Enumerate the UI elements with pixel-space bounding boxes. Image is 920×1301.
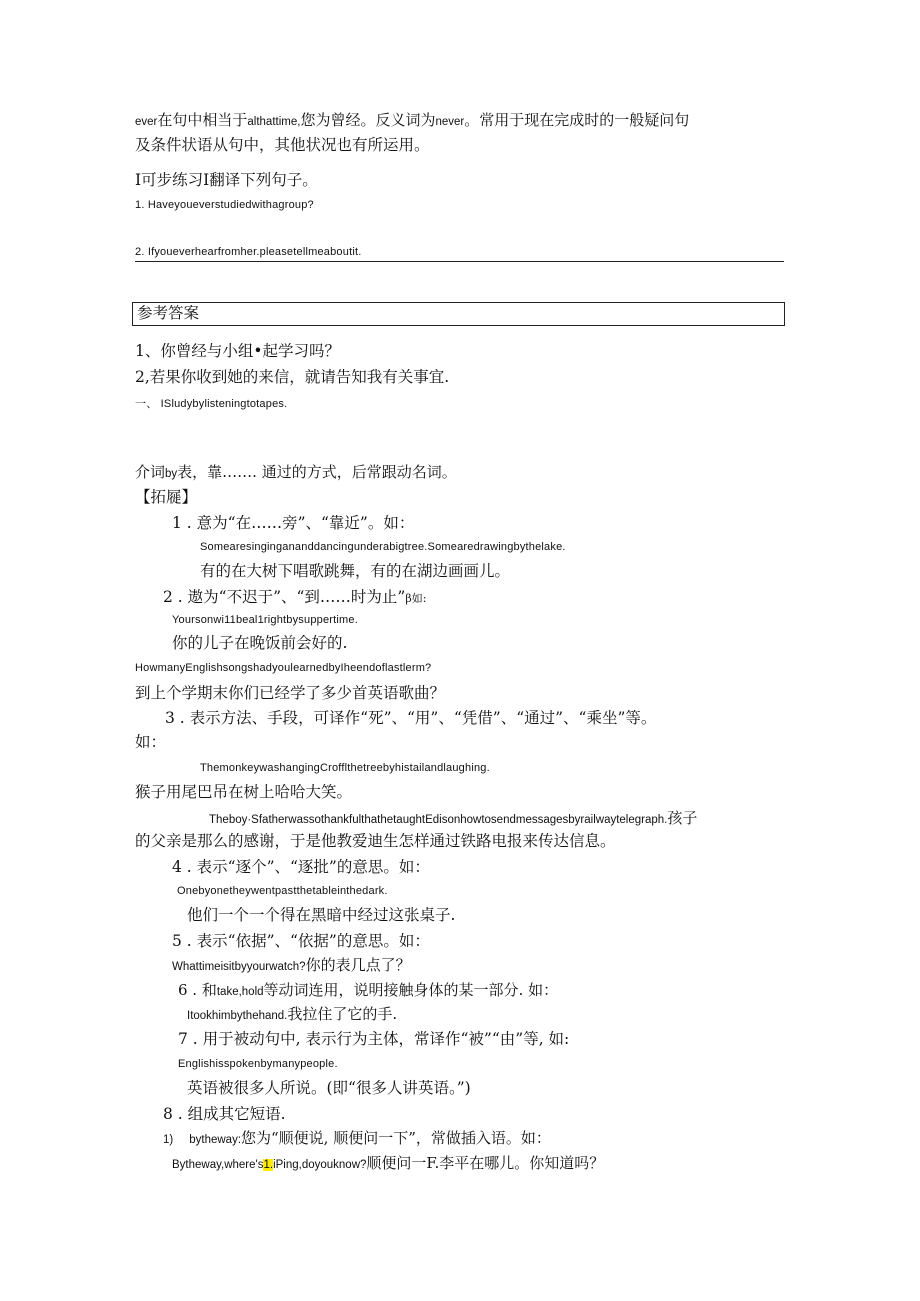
- sense-7-example-zh: 英语被很多人所说。(即“很多人讲英语。”): [187, 1079, 471, 1097]
- sense-3-ru: 如：: [135, 733, 167, 751]
- answer-2: 2,若果你收到她的来信，就请告知我有关事宜.: [135, 368, 450, 386]
- by-definition: [135, 465, 457, 481]
- exercise-q2: 2. Ifyoueverhearfromher.pleasetellmeaboutit.: [135, 246, 362, 258]
- sense-2-text: 2 . 遨为“不迟于”、“到……时为止”: [163, 588, 406, 606]
- sense-2-example-zh-2: 到上个学期末你们已经学了多少首英语歌曲？: [135, 684, 446, 702]
- sense-8-example-en-a: Bytheway,where's: [172, 1159, 264, 1171]
- sense-8-example-en-b: iPing,doyouknow?: [273, 1159, 367, 1171]
- sense-3-example-2: [209, 811, 697, 827]
- sense-8: 8 . 组成其它短语.: [163, 1105, 286, 1123]
- answer-box-label: 参考答案: [137, 304, 200, 322]
- sense-8-phrase-1: [163, 1131, 551, 1147]
- exercise-q1: 1. Haveyoueverstudiedwithagroup?: [135, 199, 314, 211]
- sense-6-example-en: Itookhimbythehand.: [187, 1010, 288, 1022]
- sense-6-post: 等动词连用，说明接触身体的某一部分. 如：: [263, 981, 559, 999]
- sense-2-example-zh: 你的儿子在晚饭前会好的.: [172, 634, 348, 652]
- sense-3-example-zh: 猴子用尾巴吊在树上哈哈大笑。: [135, 783, 353, 801]
- sense-8-phrase-1-num: 1): [163, 1134, 174, 1146]
- sense-6-example-zh: 我拉住了它的手.: [287, 1005, 398, 1023]
- sense-1: 1 . 意为“在……旁”、“靠近”。如：: [172, 514, 415, 532]
- sense-2: [163, 590, 426, 606]
- sense-7: 7 . 用于被动句中, 表示行为主体，常译作“被”“由”等, 如:: [178, 1030, 570, 1048]
- sense-5-example: [172, 958, 411, 974]
- sense-8-example-zh: 顺便问一F.李平在哪儿。你知道吗？: [366, 1154, 605, 1172]
- intro-never: never: [435, 116, 465, 128]
- sense-2-example-en: Yoursonwi11beal1rightbysuppertime.: [172, 614, 358, 626]
- sense-7-example-en: Englishisspokenbymanypeople.: [178, 1058, 338, 1070]
- intro-ever: ever: [135, 116, 158, 128]
- sense-5: 5 . 表示“依据”、“依据”的意思。如：: [172, 932, 430, 950]
- tuozhan-heading: 【拓屣】: [135, 488, 198, 506]
- intro-line-1: [135, 113, 689, 129]
- sense-2-example-en-2: HowmanyEnglishsongshadyoulearnedbyIheendoflastlerm?: [135, 662, 432, 674]
- sense-4-example-zh: 他们一个一个得在黑暗中经过这张桌子.: [187, 906, 456, 924]
- sense-4-example-en: Onebyonetheywentpastthetableinthedark.: [177, 885, 388, 897]
- intro-line-2: 及条件状语从句中，其他状况也有所运用。: [135, 136, 430, 154]
- by-def-a: 介词: [135, 463, 166, 481]
- sense-4: 4 . 表示“逐个”、“逐批”的意思。如：: [172, 858, 430, 876]
- sense-6-example: [187, 1007, 397, 1023]
- intro-text-c: 。常用于现在完成时的一般疑问句: [464, 111, 690, 129]
- sense-1-example-zh: 有的在大树下唱歌跳舞，有的在湖边画画儿。: [200, 562, 511, 580]
- answer-1: 1、你曾经与小组•起学习吗？: [135, 342, 341, 360]
- exercise-title: I可步练习I翻译下列句子。: [135, 171, 318, 189]
- sense-3-example-en: ThemonkeywashangingCrofflthetreebyhistailandlaughing.: [200, 762, 490, 774]
- sense-6-verbs: take,hold: [216, 986, 264, 998]
- sense-5-example-zh: 你的表几点了？: [305, 956, 411, 974]
- sense-3-example-en-2: Theboy·SfatherwassothankfulthathetaughtEdisonhowtosendmessagesbyrailwaytelegraph.: [209, 814, 668, 826]
- by-def-b: 表，靠……. 通过的方式，后常跟动名词。: [177, 463, 457, 481]
- sense-8-example-highlight: 1.: [263, 1159, 274, 1171]
- sense-2-tail: β如:: [405, 592, 427, 605]
- by-word: by: [165, 468, 178, 480]
- answer-3: 一、 ISludybylisteningtotapes.: [135, 398, 288, 410]
- sense-3-example-en-2-tail: 孩子: [667, 809, 698, 827]
- intro-text-b: 您为曾经。反义词为: [300, 111, 436, 129]
- sense-6-pre: 6 . 和: [178, 981, 217, 999]
- sense-6: [178, 983, 558, 999]
- sense-8-example: [172, 1156, 604, 1172]
- sense-1-example-en: Somearesingingananddancingunderabigtree.Somearedrawingbythelake.: [200, 541, 566, 553]
- sense-8-phrase-1-zh: 您为“顺便说, 顺便问一下”，常做插入语。如：: [241, 1129, 551, 1147]
- sense-3-example-zh-2: 的父亲是那么的感谢，于是他教爱迪生怎样通过铁路电报来传达信息。: [135, 832, 616, 850]
- divider-line: [135, 261, 784, 262]
- intro-althattime: althattime,: [247, 116, 301, 128]
- answer-box: [132, 302, 785, 326]
- sense-3: 3 . 表示方法、手段，可译作“死”、“用”、“凭借”、“通过”、“乘坐”等。: [165, 709, 657, 727]
- sense-5-example-en: Whattimeisitbyyourwatch?: [172, 961, 306, 973]
- sense-8-phrase-1-en: bytheway:: [189, 1134, 242, 1146]
- intro-text-a: 在句中相当于: [157, 111, 248, 129]
